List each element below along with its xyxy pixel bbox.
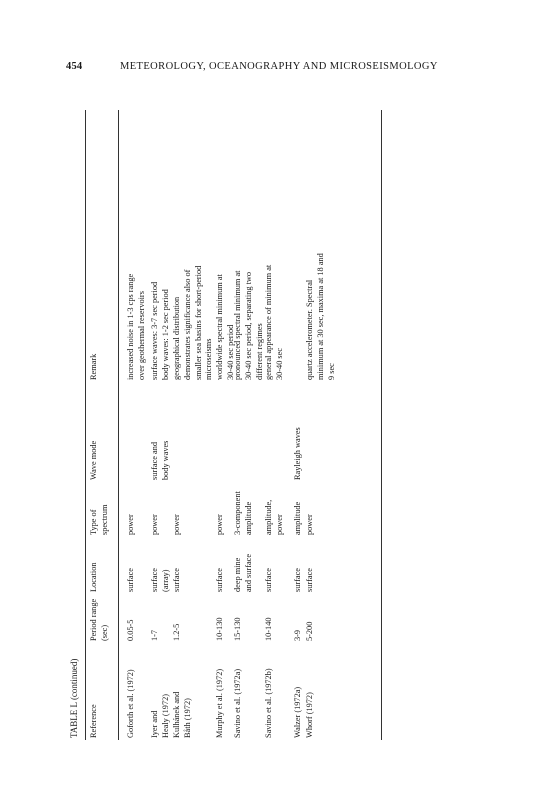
cell-mode: Rayleigh waves [293,427,302,480]
cell-type: 3-component [233,491,242,535]
column-header-mode: Wave mode [89,440,98,480]
cell-remark: worldwide spectral minimum at [215,274,224,380]
cell-mode: body waves [160,440,170,480]
cell-remark: general appearance of minimum at [264,264,273,380]
cell-location: surface [215,568,224,592]
cell-remark: body waves: 1-2 sec period [160,289,170,380]
cell-period: 1-7 [150,629,159,641]
cell-location: surface [305,568,314,592]
column-header-type: Type of [89,509,98,535]
cell-period: 10-130 [215,617,224,641]
page-header [66,61,486,75]
cell-reference: Savino et al. (1972b) [264,668,273,738]
column-header-period: (sec) [99,624,109,641]
cell-mode: surface and [150,441,159,480]
rotated-table-frame [65,100,385,740]
cell-remark: smaller sea basins for short-period [193,265,203,380]
cell-type: power [172,514,181,535]
page-number: 454 [66,61,83,72]
cell-location: surface [150,568,159,592]
cell-reference: Kulhánek and [172,691,181,738]
running-head: METEOROLOGY, OCEANOGRAPHY AND MICROSEISMOLOGY [120,61,438,72]
cell-remark: 30-40 sec [274,347,284,380]
cell-remark: pronounced spectral minimum at [233,270,242,380]
cell-remark: over geothermal reservoirs [136,291,146,380]
cell-type: power [126,514,135,535]
cell-location: and surface [243,553,253,592]
cell-period: 1.2-5 [172,623,181,641]
column-header-period: Period range [89,598,98,641]
cell-period: 3-9 [293,629,302,641]
cell-type: amplitude [243,501,253,535]
cell-location: surface [264,568,273,592]
cell-type: power [305,514,314,535]
cell-reference: Healy (1972) [160,693,170,738]
cell-remark: increased noise in 1-3 cps range [126,273,135,380]
cell-remark: quartz accelerometer. Spectral [305,279,314,380]
cell-location: deep mine [233,557,242,592]
cell-location: surface [126,568,135,592]
cell-period: 10-140 [264,617,273,641]
cell-reference: Walzer (1972a) [293,686,302,738]
cell-type: power [274,514,284,535]
cell-remark: microseisms [204,338,214,380]
column-header-location: Location [89,562,98,592]
column-header-type: spectrum [99,504,109,535]
cell-reference: Murphy et al. (1972) [215,668,224,738]
table-top-rule [85,110,86,740]
table-header-rule [118,110,119,740]
cell-remark: surface waves: 3-7 sec period [150,281,159,380]
cell-reference: Savino et al. (1972a) [233,668,242,738]
cell-location: (array) [160,569,170,592]
cell-type: power [150,514,159,535]
cell-location: surface [293,568,302,592]
table-title: TABLE L (continued) [69,658,79,738]
data-table [65,100,385,740]
cell-reference: Iyer and [150,710,159,738]
table-bottom-rule [381,110,382,740]
column-header-remark: Remark [89,353,98,380]
cell-reference: Whorf (1972) [305,692,314,738]
column-header-reference: Reference [89,704,98,738]
cell-location: surface [172,568,181,592]
cell-remark: minimum at 30 sec, maxima at 18 and [315,253,325,380]
cell-period: 5-200 [305,621,314,641]
cell-reference: Båth (1972) [182,698,192,738]
cell-reference: Goforth et al. (1972) [126,669,135,738]
cell-remark: 9 sec [326,363,336,380]
cell-remark: demonstrates significance also of [182,269,192,380]
cell-remark: 30-40 sec period [225,324,235,380]
cell-type: power [215,514,224,535]
cell-period: 0.05-5 [126,619,135,641]
cell-remark: different regimes [254,323,264,380]
cell-type: amplitude, [264,499,273,535]
cell-remark: 30-40 sec period, separating two [243,271,253,380]
cell-period: 15-130 [233,617,242,641]
cell-type: amplitude [293,501,302,535]
cell-remark: geographical distribution [172,296,181,380]
